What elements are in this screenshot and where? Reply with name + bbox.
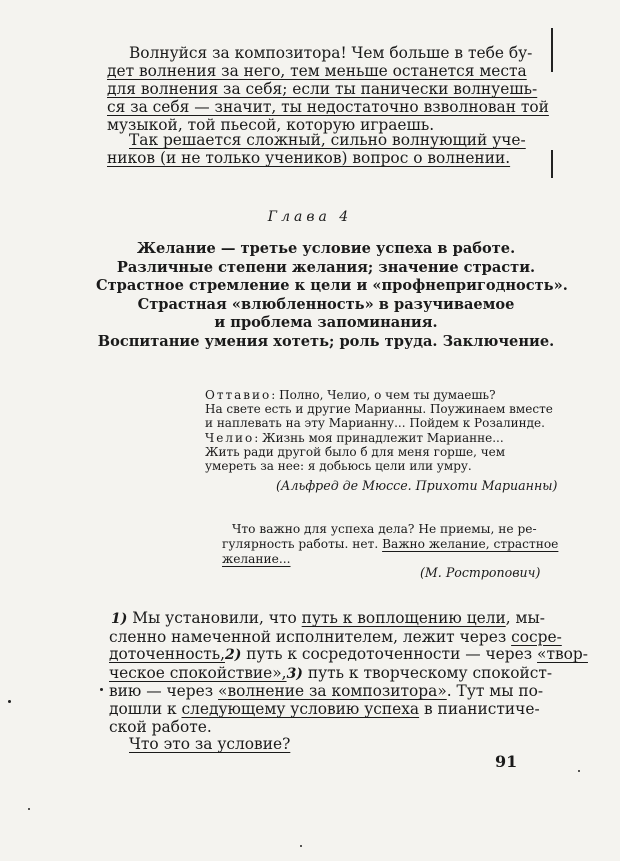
text-line: для волнения за себя; если ты панически волнуешь-	[107, 80, 538, 98]
underlined-phrase: «волнение за композитора»	[218, 682, 447, 701]
heading-line: Желание — третье условие успеха в работе.	[136, 240, 516, 257]
margin-line	[551, 28, 553, 72]
text-run: в пианистиче-	[419, 699, 540, 718]
text-line: дет волнения за него, тем меньше останется места	[107, 62, 527, 80]
text-line: Что это за условие?	[129, 735, 291, 754]
speck	[578, 770, 580, 772]
speck	[8, 700, 11, 703]
epigraph-line	[205, 388, 553, 402]
text-line: Волнуйся за композитора! Чем больше в тебе бу-	[129, 44, 533, 62]
heading-line: Страстное стремление к цели и «профнепригодность».	[96, 277, 568, 295]
speck	[28, 808, 30, 810]
handwritten-marker: 2)	[225, 647, 242, 664]
epigraph-text: : Полно, Челио, о чем ты думаешь?	[271, 388, 496, 402]
heading-line: Различные степени желания; значение страсти.	[116, 258, 536, 276]
epigraph-rostropovich	[222, 522, 558, 567]
epigraph-attribution: (Альфред де Мюссе. Прихоти Марианны)	[276, 478, 558, 493]
speck	[300, 845, 302, 847]
epigraph-attribution: (М. Ростропович)	[420, 565, 541, 580]
underlined-phrase: доточенность,	[109, 645, 225, 664]
epigraph-line: и наплевать на эту Марианну... Пойдем к Розалинде.	[205, 416, 545, 431]
chapter-heading	[96, 240, 568, 352]
heading-line: Воспитание умения хотеть; роль труда. Заключение.	[97, 332, 555, 350]
text-line	[109, 699, 540, 719]
epigraph-line: желание...	[222, 552, 291, 566]
underlined-phrase: сосре-	[511, 627, 562, 646]
epigraph-line	[222, 537, 558, 552]
text-line: ся за себя — значит, ты недостаточно взволнован той	[107, 98, 549, 116]
underlined-phrase: Важно желание, страстное	[382, 537, 559, 551]
underlined-phrase: путь к воплощению цели	[301, 609, 506, 627]
speaker-name: Оттавио	[205, 388, 272, 402]
underlined-phrase: «твор-	[537, 645, 588, 664]
text-line	[109, 682, 544, 701]
handwritten-marker: 1)	[111, 611, 128, 627]
heading-line: Страстная «влюбленность» в разучиваемое	[137, 295, 515, 313]
margin-line	[551, 150, 553, 178]
handwritten-marker: 3)	[286, 665, 303, 682]
epigraph-line: Жить ради другой было б для меня горше, чем	[205, 444, 506, 459]
text-line: ской работе.	[109, 717, 212, 736]
text-line	[109, 645, 588, 665]
chapter-label: Глава 4	[267, 209, 353, 225]
text-run: вию — через	[109, 682, 219, 701]
speaker-name: Челио	[205, 430, 255, 445]
text-run: дошли к	[109, 699, 182, 718]
epigraph-text: гулярность работы. нет.	[222, 537, 383, 551]
underlined-phrase: следующему условию успеха	[181, 699, 420, 718]
speck	[100, 688, 103, 691]
underlined-phrase: ческое спокойствие»,	[109, 663, 287, 682]
text-line	[109, 627, 562, 647]
epigraph-line: умереть за нее: я добьюсь цели или умру.	[205, 459, 472, 474]
text-run: . Тут мы по-	[446, 682, 544, 701]
text-run: , мы-	[505, 609, 545, 627]
text-line: ников (и не только учеников) вопрос о волнении.	[107, 149, 511, 167]
epigraph-line	[205, 431, 553, 445]
text-line: Так решается сложный, сильно волнующий уче-	[129, 131, 526, 149]
paragraph-main	[109, 609, 588, 754]
text-run: Мы установили, что	[127, 609, 302, 627]
text-line	[109, 663, 553, 684]
text-run: сленно намеченной исполнителем, лежит через	[109, 627, 512, 646]
text-run: путь к творческому спокойст-	[302, 663, 553, 682]
epigraph-line: На свете есть и другие Марианны. Поужинаем вместе	[205, 402, 553, 417]
heading-line: и проблема запоминания.	[214, 314, 438, 332]
page-number: 91	[495, 752, 518, 771]
paragraph-question	[107, 131, 539, 167]
paragraph-composer	[107, 44, 549, 134]
text-run: путь к сосредоточенности — через	[241, 645, 538, 664]
epigraph-musset	[205, 388, 553, 473]
text-line	[109, 609, 545, 629]
text-line: музыкой, той пьесой, которую играешь.	[107, 116, 435, 134]
epigraph-line: Что важно для успеха дела? Не приемы, не ре-	[232, 522, 537, 536]
epigraph-text: : Жизнь моя принадлежит Марианне...	[254, 430, 504, 445]
